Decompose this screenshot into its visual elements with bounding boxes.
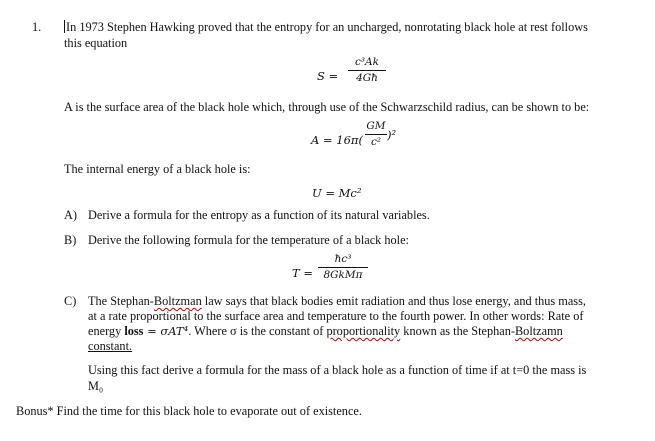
part-c-line-1: The Stephan-Boltzman law says that black bodies emit radiation and thus lose energy, and thus mass, bbox=[88, 294, 586, 308]
fraction-bar bbox=[348, 70, 386, 71]
temperature-equation-lhs: T = bbox=[292, 266, 313, 280]
question-number: 1. bbox=[32, 20, 42, 34]
entropy-numerator: c³Ak bbox=[354, 56, 380, 68]
area-numerator: GM bbox=[366, 120, 386, 132]
part-c-line-6: M₀ bbox=[88, 379, 104, 393]
area-equation-rhs: )² bbox=[387, 128, 397, 142]
spelling-flag: Boltzamn bbox=[514, 324, 563, 338]
part-a-label: A) bbox=[64, 208, 77, 222]
entropy-denominator: 4Għ bbox=[356, 72, 378, 84]
spelling-flag: Boltzman bbox=[153, 294, 202, 308]
part-c-line-2: at a rate proportional to the surface area and temperature to the fourth power. In other words: Rate of bbox=[88, 309, 584, 323]
fraction-bar bbox=[365, 134, 387, 135]
bonus-question: Bonus* Find the time for this black hole to evaporate out of existence. bbox=[16, 404, 362, 418]
fraction-bar bbox=[318, 267, 368, 268]
part-a-text: Derive a formula for the entropy as a function of its natural variables. bbox=[88, 208, 430, 222]
temperature-numerator: ħc³ bbox=[334, 253, 352, 265]
entropy-equation-lhs: S = bbox=[317, 69, 339, 83]
part-b-text: Derive the following formula for the temperature of a black hole: bbox=[88, 233, 409, 247]
part-c-label: C) bbox=[64, 294, 77, 308]
part-c-line-3: energy loss = σAT⁴. Where σ is the constant of proportionality known as the Stephan-Boltzamn bbox=[88, 324, 563, 338]
temperature-denominator: 8GkMπ bbox=[323, 269, 363, 281]
part-c-line-4: constant. bbox=[88, 339, 133, 353]
energy-equation: U = Mc² bbox=[312, 186, 362, 200]
part-c-line-5: Using this fact derive a formula for the mass of a black hole as a function of time if at t=0 the mass is bbox=[88, 363, 587, 377]
area-description: A is the surface area of the black hole which, through use of the Schwarzschild radius, can be shown to be: bbox=[64, 100, 590, 114]
energy-description: The internal energy of a black hole is: bbox=[64, 162, 251, 176]
text-cursor bbox=[64, 20, 65, 33]
grammar-flag: proportionality bbox=[326, 324, 401, 338]
intro-line-1: In 1973 Stephen Hawking proved that the entropy for an uncharged, nonrotating black hole at rest follows bbox=[66, 20, 588, 34]
area-equation-lhs: A = 16π( bbox=[311, 133, 363, 147]
area-denominator: c² bbox=[370, 136, 382, 148]
part-b-label: B) bbox=[64, 233, 77, 247]
entropy-equation-fraction bbox=[348, 56, 386, 85]
area-equation-fraction bbox=[365, 120, 387, 149]
intro-line-2: this equation bbox=[64, 36, 128, 50]
temperature-equation-fraction bbox=[318, 253, 368, 282]
